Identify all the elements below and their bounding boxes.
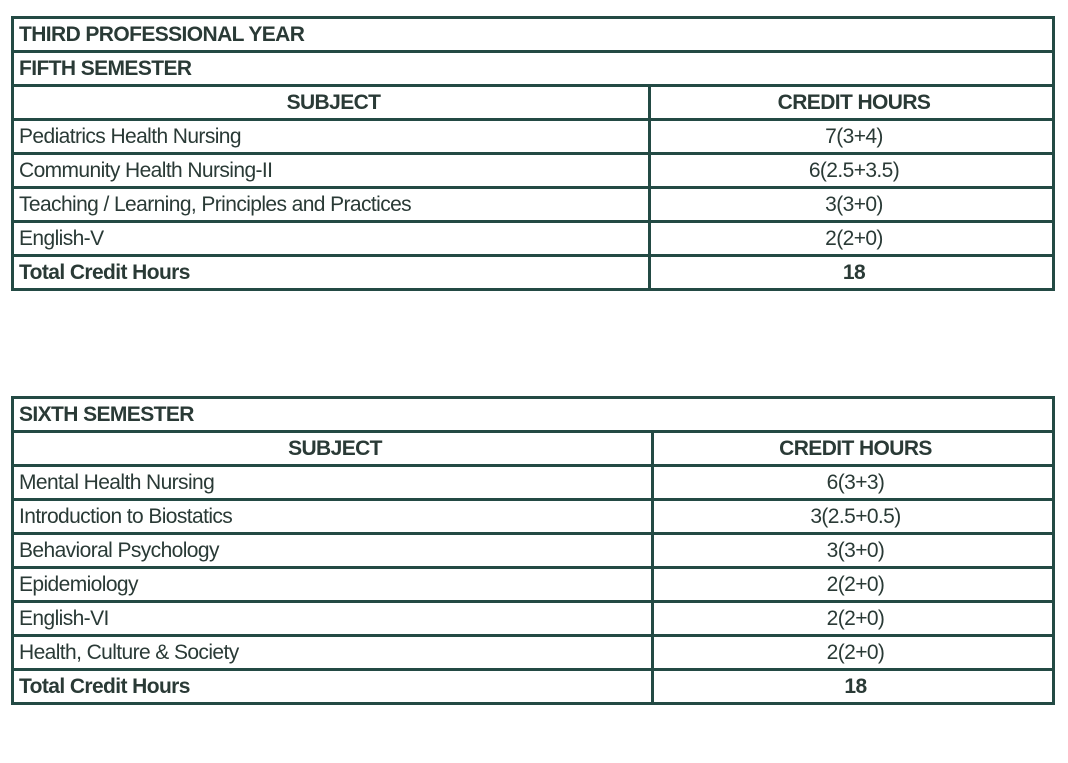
- year-title-row: [13, 18, 1054, 52]
- credit-hours-cell: 6(3+3): [653, 466, 1054, 500]
- credit-hours-cell: 2(2+0): [653, 602, 1054, 636]
- table-row: [13, 222, 1054, 256]
- semester-title-row: [13, 52, 1054, 86]
- table-row: [13, 602, 1054, 636]
- credit-hours-cell: 7(3+4): [650, 120, 1054, 154]
- fifth-semester-table: [11, 16, 1055, 291]
- credit-hours-cell: 2(2+0): [653, 636, 1054, 670]
- subject-cell: Introduction to Biostatics: [13, 500, 653, 534]
- subject-cell: Community Health Nursing-II: [13, 154, 650, 188]
- credit-hours-column-header: CREDIT HOURS: [653, 432, 1054, 466]
- table-row: [13, 120, 1054, 154]
- subject-cell: English-V: [13, 222, 650, 256]
- credit-hours-cell: 3(3+0): [653, 534, 1054, 568]
- total-credit-hours-value: 18: [653, 670, 1054, 704]
- year-title: THIRD PROFESSIONAL YEAR: [13, 18, 1054, 52]
- column-header-row: [13, 432, 1054, 466]
- table-row: [13, 568, 1054, 602]
- table-row: [13, 188, 1054, 222]
- credit-hours-cell: 3(2.5+0.5): [653, 500, 1054, 534]
- table-row: [13, 534, 1054, 568]
- total-row: [13, 670, 1054, 704]
- table-row: [13, 154, 1054, 188]
- table-row: [13, 466, 1054, 500]
- column-header-row: [13, 86, 1054, 120]
- subject-column-header: SUBJECT: [13, 86, 650, 120]
- subject-cell: Epidemiology: [13, 568, 653, 602]
- total-credit-hours-label: Total Credit Hours: [13, 256, 650, 290]
- subject-cell: Behavioral Psychology: [13, 534, 653, 568]
- total-row: [13, 256, 1054, 290]
- semester-title-row: [13, 398, 1054, 432]
- fifth-semester-title: FIFTH SEMESTER: [13, 52, 1054, 86]
- subject-cell: Health, Culture & Society: [13, 636, 653, 670]
- subject-cell: Mental Health Nursing: [13, 466, 653, 500]
- credit-hours-cell: 2(2+0): [650, 222, 1054, 256]
- credit-hours-column-header: CREDIT HOURS: [650, 86, 1054, 120]
- credit-hours-cell: 2(2+0): [653, 568, 1054, 602]
- subject-cell: English-VI: [13, 602, 653, 636]
- total-credit-hours-value: 18: [650, 256, 1054, 290]
- subject-column-header: SUBJECT: [13, 432, 653, 466]
- subject-cell: Pediatrics Health Nursing: [13, 120, 650, 154]
- sixth-semester-title: SIXTH SEMESTER: [13, 398, 1054, 432]
- credit-hours-cell: 3(3+0): [650, 188, 1054, 222]
- table-row: [13, 500, 1054, 534]
- table-row: [13, 636, 1054, 670]
- total-credit-hours-label: Total Credit Hours: [13, 670, 653, 704]
- subject-cell: Teaching / Learning, Principles and Practices: [13, 188, 650, 222]
- sixth-semester-table: [11, 396, 1055, 705]
- credit-hours-cell: 6(2.5+3.5): [650, 154, 1054, 188]
